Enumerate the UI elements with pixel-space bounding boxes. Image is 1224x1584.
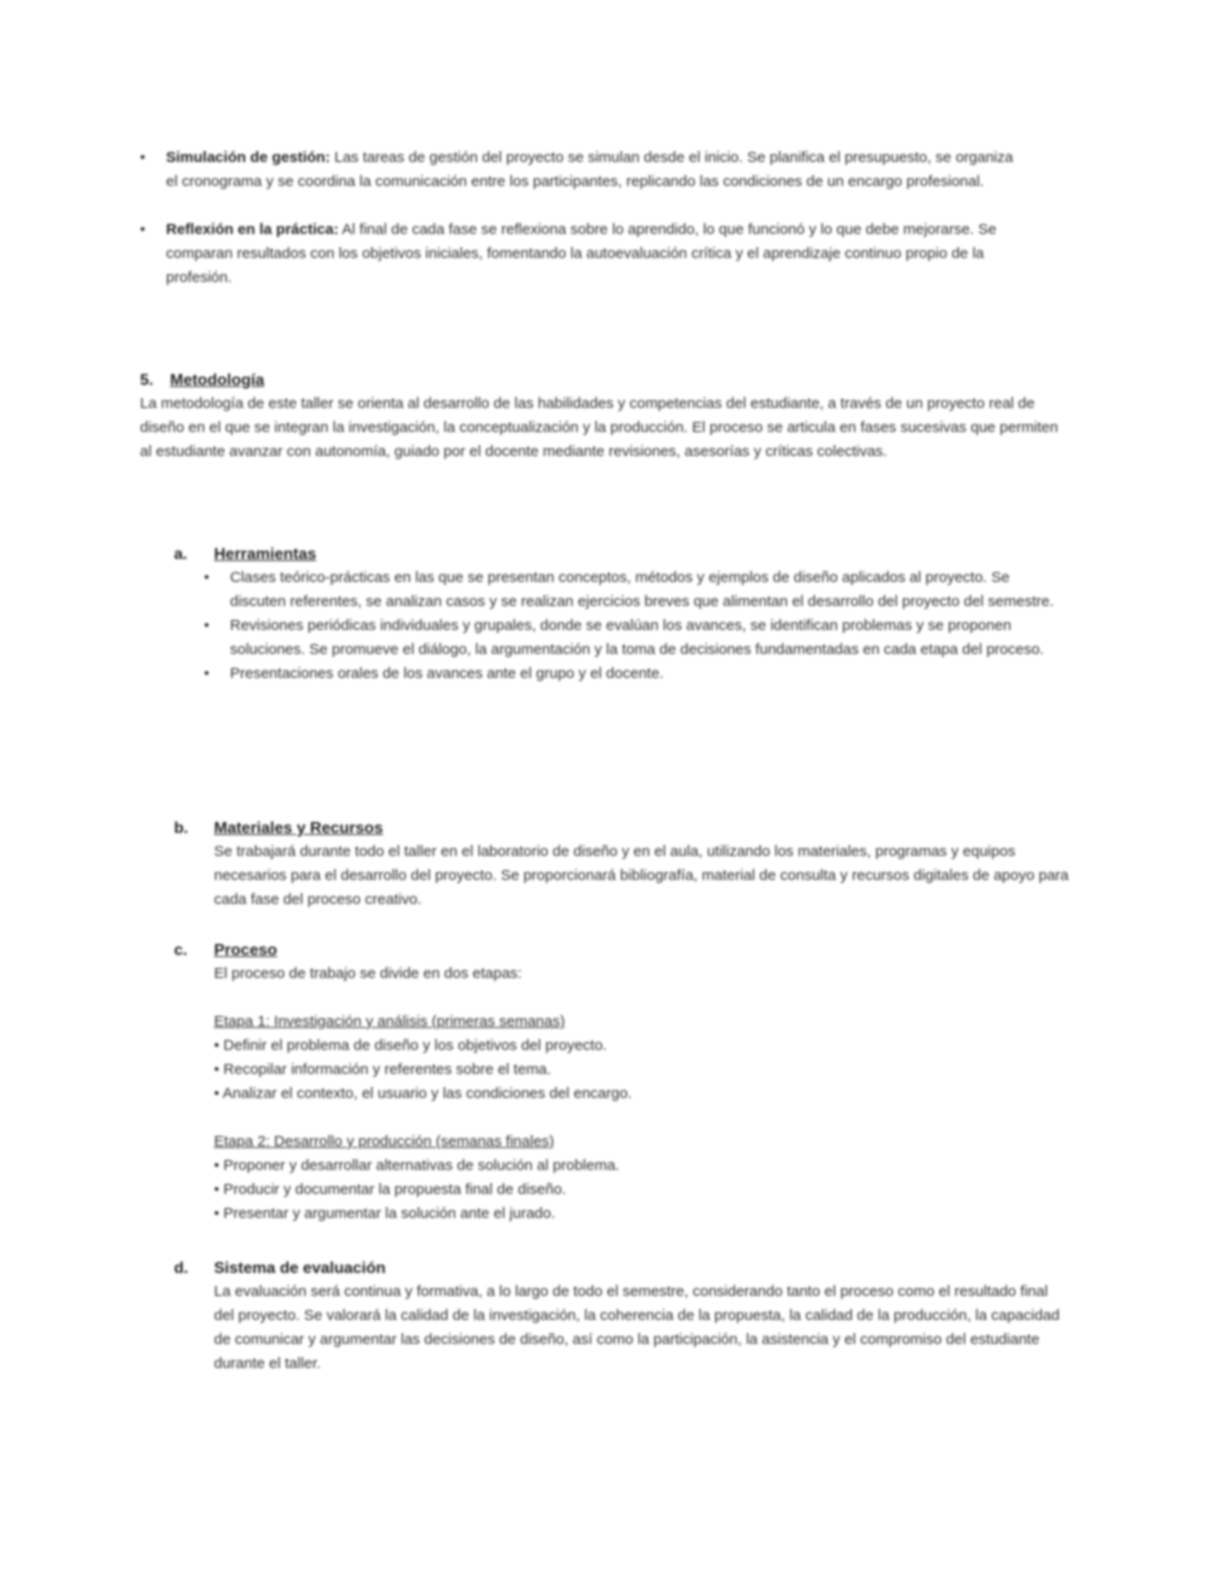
subsection-bullet-list — [204, 566, 1060, 686]
stage-item: • Presentar y argumentar la solución ante el jurado. — [214, 1205, 556, 1222]
subsection-body: La evaluación será continua y formativa, a lo largo de todo el semestre, considerando tanto el proceso como el resultado final del proyecto. Se valorará la calidad de la investigación, la coherencia de la propuesta, la calidad de la producción, la capacidad de comunicar y argumentar las decisiones de diseño, así como la participación, la asistencia y el compromiso del estudiante durante el taller. — [214, 1283, 1060, 1372]
section-5 — [140, 370, 1060, 464]
list-item-text: Revisiones periódicas individuales y grupales, donde se evalúan los avances, se identifican problemas y se proponen soluciones. Se promueve el diálogo, la argumentación y la toma de decisiones fundamentadas en cada etapa del proceso. — [230, 617, 1044, 658]
subsection-lead: El proceso de trabajo se divide en dos etapas: — [214, 965, 522, 982]
bullet-dot: • — [140, 221, 146, 238]
bullet-dot: • — [140, 149, 146, 166]
subsection-b — [174, 818, 1070, 912]
bullet-dot: • — [204, 665, 210, 682]
subsection-heading — [174, 544, 1060, 566]
bullet-dot: • — [204, 617, 210, 634]
list-item-bold: Simulación de gestión: — [166, 149, 331, 166]
list-item — [140, 218, 1020, 290]
stage-item: • Definir el problema de diseño y los objetivos del proyecto. — [214, 1037, 607, 1054]
subsection-d — [174, 1258, 1060, 1376]
list-item-text — [166, 146, 1020, 194]
stage-title: Etapa 2: Desarrollo y producción (semanas finales) — [214, 1133, 555, 1150]
list-item-text: Presentaciones orales de los avances ante el grupo y el docente. — [230, 665, 664, 682]
subsection-marker: c. — [174, 942, 188, 959]
subsection-title: Herramientas — [214, 546, 317, 563]
stage-item: • Analizar el contexto, el usuario y las condiciones del encargo. — [214, 1085, 632, 1102]
subsection-title: Sistema de evaluación — [214, 1260, 386, 1277]
subsection-marker: d. — [174, 1260, 189, 1277]
subsection-marker: a. — [174, 546, 188, 563]
list-item — [204, 614, 1060, 662]
subsection-c — [174, 940, 1060, 1226]
stage-item: • Proponer y desarrollar alternativas de solución al problema. — [214, 1157, 620, 1174]
subsection-heading — [174, 1258, 1060, 1280]
list-item — [204, 662, 1060, 686]
stage-item: • Producir y documentar la propuesta final de diseño. — [214, 1181, 567, 1198]
list-item-body: Al final de cada fase se reflexiona sobre lo aprendido, lo que funcionó y lo que debe mejorarse. Se comparan resultados con los objetivos iniciales, fomentando la autoevaluación crítica y el aprendizaje continuo propio de la profesión. — [166, 221, 997, 286]
top-bullet-list — [140, 146, 1020, 290]
list-item-text: Clases teórico-prácticas en las que se presentan conceptos, métodos y ejemplos de diseño aplicados al proyecto. Se discuten referentes, se analizan casos y se realizan ejercicios breves que alimentan el desarrollo del proyecto del semestre. — [230, 569, 1054, 610]
subsection-a — [174, 544, 1060, 686]
list-item-body: Las tareas de gestión del proyecto se simulan desde el inicio. Se planifica el presupuesto, se organiza el cronograma y se coordina la comunicación entre los participantes, replicando las condiciones de un encargo profesional. — [166, 149, 1014, 190]
stage-item: • Recopilar información y referentes sobre el tema. — [214, 1061, 552, 1078]
subsection-content — [214, 962, 1060, 1226]
subsection-heading — [174, 818, 1070, 840]
section-intro: La metodología de este taller se orienta al desarrollo de las habilidades y competencias del estudiante, a través de un proyecto real de diseño en el que se integran la investigación, la conceptualización y la producción. El proceso se articula en fases sucesivas que permiten al estudiante avanzar con autonomía, guiado por el docente mediante revisiones, asesorías y críticas colectivas. — [140, 395, 1059, 460]
list-item-text — [166, 218, 1020, 290]
section-title: Metodología — [170, 372, 265, 389]
list-item — [204, 566, 1060, 614]
list-item-bold: Reflexión en la práctica: — [166, 221, 339, 238]
section-heading — [140, 370, 1060, 392]
section-number: 5. — [140, 372, 154, 389]
subsection-marker: b. — [174, 820, 189, 837]
subsection-heading — [174, 940, 1060, 962]
subsection-body: Se trabajará durante todo el taller en el laboratorio de diseño y en el aula, utilizando los materiales, programas y equipos necesarios para el desarrollo del proyecto. Se proporcionará bibliografía, material de consulta y recursos digitales de apoyo para cada fase del proceso creativo. — [214, 843, 1069, 908]
stage-title: Etapa 1: Investigación y análisis (primeras semanas) — [214, 1013, 565, 1030]
subsection-title: Materiales y Recursos — [214, 820, 383, 837]
bullet-dot: • — [204, 569, 210, 586]
subsection-title: Proceso — [214, 942, 278, 959]
list-item — [140, 146, 1020, 194]
